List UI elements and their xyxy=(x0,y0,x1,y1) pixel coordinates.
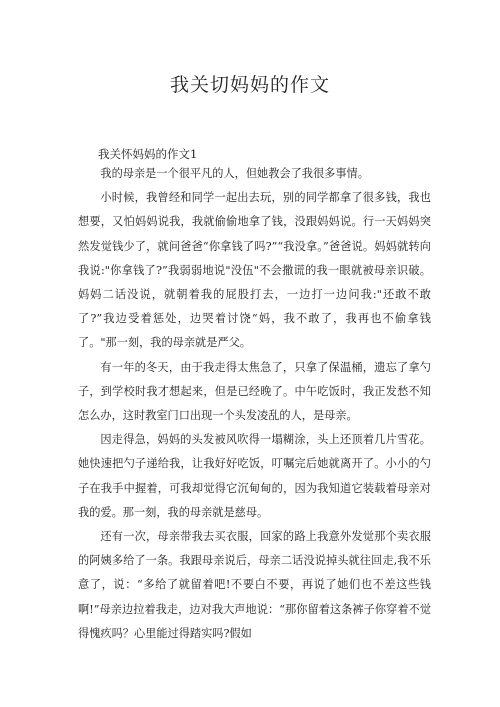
paragraph: 小时候，我曾经和同学一起出去玩，别的同学都拿了很多钱，我也想要，又怕妈妈说我，我就偷偷地拿了钱，没跟妈妈说。行一天妈妈突然发觉钱少了，就问爸爸“你拿钱了吗?”“我没拿。”爸爸说。妈妈就转向我说:"你拿钱了?”我弱弱地说"没伍"不会撒谎的我一眼就被母亲识破。妈妈二话没说，就朝着我的屁股打去，一边打一边问我:"还敢不敢了?”我边受着惩处，边哭着讨饶“妈，我不敢了，我再也不偷拿钱了。"那一刻，我的母亲就是严父。 xyxy=(78,191,431,350)
paragraph: 我的母亲是一个很平凡的人，但她教会了我很多事情。 xyxy=(100,167,369,180)
paragraph: 因走得急，妈妈的头发被风吹得一塌糊涂，头上还顶着几片雪花。她快速把勺子递给我，让我好好吃饭，叮嘱完后她就离开了。小小的勺子在我手中握着，可我却觉得它沉甸甸的，因为我知道它装载着母亲对我的爱。那一刻，我的母亲就是慈母。 xyxy=(78,433,431,519)
paragraph: 还有一次，母亲带我去买衣服，回家的路上我意外发觉那个卖衣服的阿姨多给了一条。我跟母亲说后，母亲二话没说掉头就往回走,我不乐意了，说：“多给了就留着吧!不要白不要，再说了她们也不差这些钱啊!”母亲边拉着我走，边对我大声地说：“那你留着这条裤子你穿着不觉得愧疚吗？心里能过得踏实吗?假如 xyxy=(78,530,431,640)
document-title: 我关切妈妈的作文 xyxy=(169,74,330,96)
section-heading: 我关怀妈妈的作文1 xyxy=(98,147,198,161)
essay-body xyxy=(78,162,431,646)
paragraph: 有一年的冬天，由于我走得太焦急了，只拿了保温桶，遗忘了拿勺子，到学校时我才想起来，但是已经晚了。中午吃饭时，我正发愁不知怎么办，这时教室门口出现一个头发凌乱的人，是母亲。 xyxy=(78,360,431,423)
